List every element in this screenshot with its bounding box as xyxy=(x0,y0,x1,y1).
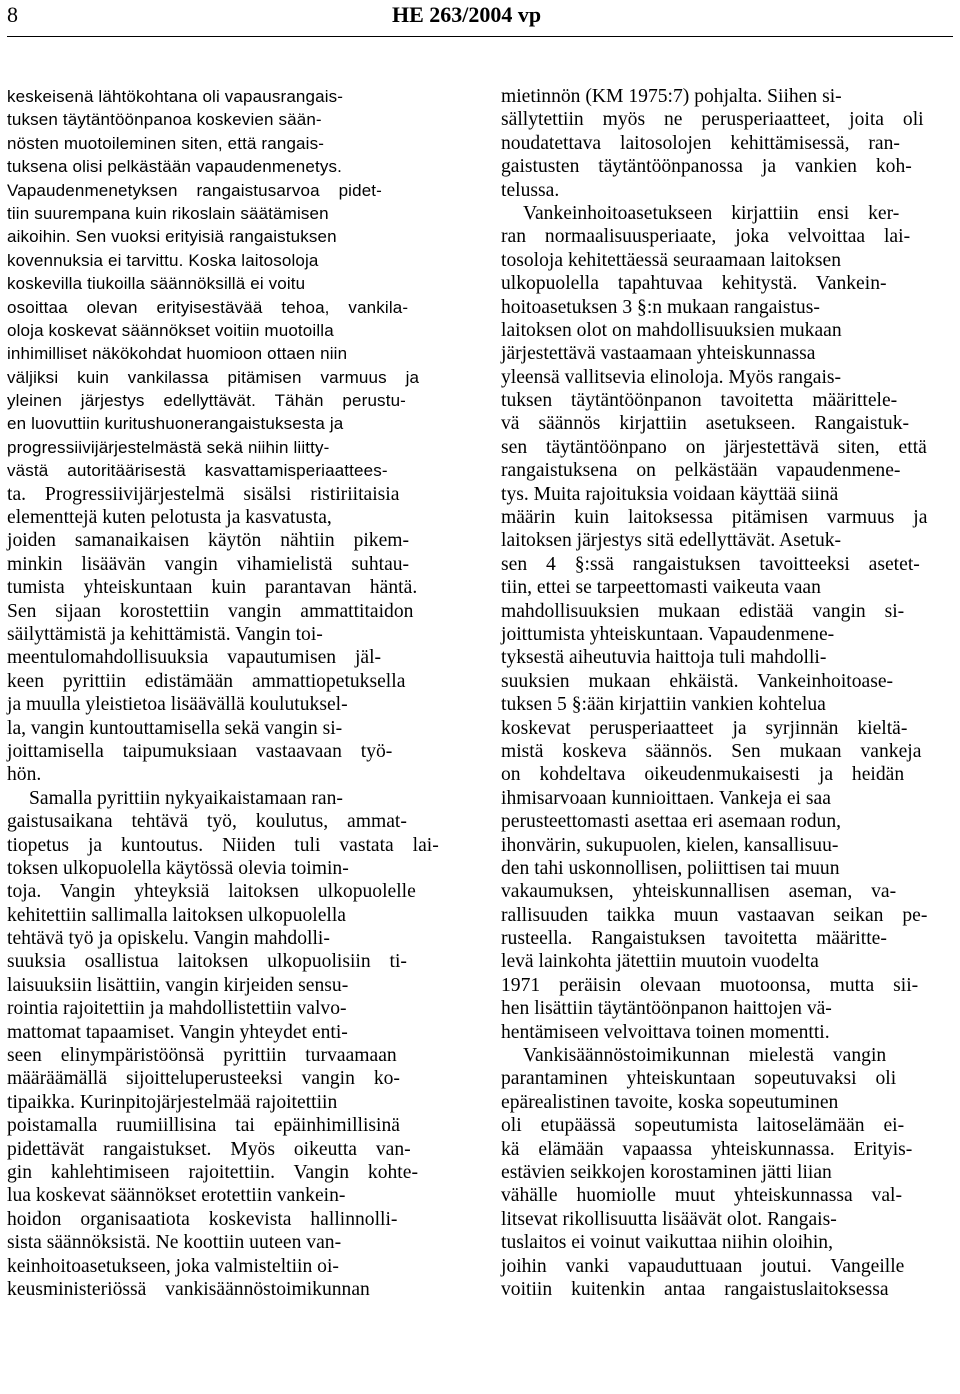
left-text-column xyxy=(7,85,463,1301)
text-line: telussa. xyxy=(501,179,560,201)
text-line: kä elämään vapaassa yhteiskunnassa. Erityis- xyxy=(501,1138,913,1160)
text-line: tiin suurempana kuin rikoslain säätämisen xyxy=(7,203,329,223)
text-line: järjestettävä vastaamaan yhteiskunnassa xyxy=(501,343,816,365)
text-line: väljiksi kuin vankilassa pitämisen varmuus ja xyxy=(7,367,420,387)
text-line: on kohdeltava oikeudenmukaisesti ja heidän xyxy=(501,764,905,786)
text-line: tipaikka. Kurinpitojärjestelmää rajoitettiin xyxy=(7,1091,338,1113)
text-line: Vapaudenmenetyksen rangaistusarvoa pidet- xyxy=(7,180,382,200)
text-line: yleinen järjestys edellyttävät. Tähän perustu- xyxy=(7,391,406,411)
text-line: tuksen täytäntöönpanon tavoitetta määrittele- xyxy=(501,390,898,412)
text-line: määrin kuin laitoksessa pitämisen varmuus ja xyxy=(501,507,928,529)
text-line: kehitettiin sallimalla laitoksen ulkopuolella xyxy=(7,904,347,926)
text-line: pidettävät rangaistukset. Myös oikeutta van- xyxy=(7,1138,411,1160)
text-line: mistä koskeva säännös. Sen mukaan vankeja xyxy=(501,740,922,762)
text-line: litsevat rikollisuutta lisäävät olot. Rangais- xyxy=(501,1208,837,1230)
text-line: joittumista yhteiskuntaan. Vapaudenmene- xyxy=(501,623,835,645)
text-line: toja. Vangin yhteyksiä laitoksen ulkopuolelle xyxy=(7,881,416,903)
text-line: hoitoasetuksen 3 §:n mukaan rangaistus- xyxy=(501,296,820,318)
text-line: tuksen 5 §:ään kirjattiin vankien kohtelua xyxy=(501,694,826,716)
text-line: hoidon organisaatiota koskevista hallinnolli- xyxy=(7,1208,398,1230)
text-line: tiin, ettei se tarpeettomasti vaikeuta vaan xyxy=(501,577,821,599)
text-line: säilyttämistä ja kehittämistä. Vangin toi- xyxy=(7,623,323,645)
text-line: ihmisarvoaan kunnioittaen. Vankeja ei saa xyxy=(501,787,831,809)
text-line: voitiin kuitenkin antaa rangaistuslaitoksessa xyxy=(501,1278,889,1300)
text-line: ihonvärin, sukupuolen, kielen, kansallisuu- xyxy=(501,834,839,856)
text-line: tuslaitos ei voinut vaikuttaa niihin oloihin, xyxy=(501,1232,833,1254)
text-line: suuksia osallistua laitoksen ulkopuolisiin ti- xyxy=(7,951,407,973)
text-line: keusministeriössä vankisäännöstoimikunnan xyxy=(7,1278,370,1300)
text-line: gaistusaikana tehtävä työ, koulutus, ammat- xyxy=(7,811,407,833)
text-line: sällytettiin myös ne perusperiaatteet, joita oli xyxy=(501,109,924,131)
text-line: hentämiseen velvoittava toinen momentti. xyxy=(501,1021,830,1043)
text-line: laitoksen järjestys sitä edellyttävät. Asetuk- xyxy=(501,530,842,552)
text-line: poistamalla ruumiillisina tai epäinhimillisinä xyxy=(7,1115,400,1137)
text-line: keinhoitoasetukseen, joka valmisteltiin oi- xyxy=(7,1255,339,1277)
text-line: joittamisella taipumuksiaan vastaavaan työ- xyxy=(7,740,393,762)
text-line: gin kahlehtimiseen rajoitettiin. Vangin kohte- xyxy=(7,1161,418,1183)
text-line: vähälle huomiolle muut yhteiskunnassa val- xyxy=(501,1185,902,1207)
text-line: rangaistuksena on pelkästään vapaudenmene- xyxy=(501,460,901,482)
text-line: keen pyrittiin edistämään ammattiopetuksella xyxy=(7,670,406,692)
text-line: seen elinympäristöönsä pyrittiin turvaamaan xyxy=(7,1045,397,1067)
text-line: toksen ulkopuolella käytössä olevia toimin- xyxy=(7,857,349,879)
text-line: joiden samanaikaisen käytön nähtiin pikem- xyxy=(7,530,410,552)
text-line: mietinnön (KM 1975:7) pohjalta. Siihen si- xyxy=(501,86,842,107)
text-line: vakaumuksen, yhteiskunnallisen aseman, va- xyxy=(501,881,897,903)
text-line: ja muulla yleistietoa lisäävällä koulutuksel- xyxy=(7,694,348,716)
right-text-column xyxy=(501,85,957,1301)
text-line: hön. xyxy=(7,764,42,786)
text-line: hen lisättiin täytäntöönpanon haittojen vä- xyxy=(501,998,832,1020)
text-line: Vankeinhoitoasetukseen kirjattiin ensi ker- xyxy=(523,202,900,224)
text-line: parantaminen yhteiskuntaan sopeutuvaksi oli xyxy=(501,1068,897,1090)
text-line: tumista yhteiskuntaan kuin parantavan häntä. xyxy=(7,577,418,599)
text-line: en luovuttiin kuritushuonerangaistuksesta ja xyxy=(7,414,344,434)
text-line: suuksien mukaan ehkäistä. Vankeinhoitoase- xyxy=(501,670,894,692)
document-id: HE 263/2004 vp xyxy=(392,2,542,27)
text-line: tosoloja kehitettäessä seuraamaan laitoksen xyxy=(501,249,842,271)
text-line: mattomat tapaamiset. Vangin yhteydet enti- xyxy=(7,1021,348,1043)
text-line: estävien seikkojen korostaminen jätti liian xyxy=(501,1161,832,1183)
text-line: keskeisenä lähtökohtana oli vapausrangais- xyxy=(7,87,344,106)
text-line: tuksena olisi pelkästään vapaudenmenetys. xyxy=(7,157,343,177)
text-line: la, vangin kuntouttamisella sekä vangin si- xyxy=(7,717,343,739)
text-line: mahdollisuuksien mukaan edistää vangin si- xyxy=(501,600,905,622)
text-line: määräämällä sijoitteluperusteeksi vangin ko- xyxy=(7,1068,400,1090)
text-line: nösten muotoileminen siten, että rangais- xyxy=(7,133,325,153)
text-line: progressiivijärjestelmästä sekä niihin liitty- xyxy=(7,437,330,457)
text-line: sen 4 §:ssä rangaistuksen tavoitteeksi asetet- xyxy=(501,553,920,575)
text-line: tyksestä aiheutuvia haittoja tuli mahdolli- xyxy=(501,647,827,669)
text-line: ran normaalisuusperiaate, joka velvoittaa lai- xyxy=(501,226,911,248)
text-line: levä lainkohta jätettiin muutoin vuodelta xyxy=(501,951,819,973)
text-line: tuksen täytäntöönpanoa koskevien sään- xyxy=(7,110,322,130)
text-line: rointia rajoitettiin ja mahdollistettiin valvo- xyxy=(7,998,347,1020)
text-line: vä säännös kirjattiin asetukseen. Rangaistuk- xyxy=(501,413,910,435)
text-line: elementtejä kuten pelotusta ja kasvatusta, xyxy=(7,507,332,529)
text-line: lua koskevat säännökset erotettiin vankein- xyxy=(7,1185,346,1207)
text-line: joihin vanki vapauduttuaan joutui. Vangeille xyxy=(501,1255,905,1277)
text-line: inhimilliset näkökohdat huomioon ottaen niin xyxy=(7,344,348,364)
text-line: 1971 peräisin olevaan muotoonsa, mutta sii- xyxy=(501,974,919,996)
text-line: koskevat perusperiaatteet ja syrjinnän kieltä- xyxy=(501,717,908,739)
text-line: sen täytäntöönpano on järjestettävä siten, että xyxy=(501,436,927,458)
text-line: laitoksen olot on mahdollisuuksien mukaan xyxy=(501,319,842,341)
text-line: koskevilla tiukoilla säännöksillä ei voitu xyxy=(7,274,306,294)
text-line: noudatettava laitosolojen kehittämisessä, ran- xyxy=(501,132,900,154)
text-line: västä autoritäärisestä kasvattamisperiaattees- xyxy=(7,461,388,481)
text-line: sista säännöksistä. Ne koottiin uuteen van- xyxy=(7,1232,342,1254)
text-line: tiopetus ja kuntoutus. Niiden tuli vastata lai- xyxy=(7,834,439,856)
text-line: Vankisäännöstoimikunnan mielestä vangin xyxy=(523,1045,887,1067)
text-line: kovennuksia ei tarvittu. Koska laitosoloja xyxy=(7,250,319,270)
text-line: tehtävä työ ja opiskelu. Vangin mahdolli- xyxy=(7,928,330,950)
text-line: epärealistinen tavoite, koska sopeutuminen xyxy=(501,1091,839,1113)
text-line: ulkopuolella tapahtuvaa kehitystä. Vankein- xyxy=(501,273,887,295)
text-line: Samalla pyrittiin nykyaikaistamaan ran- xyxy=(29,787,343,809)
text-line: meentulomahdollisuuksia vapautumisen jäl- xyxy=(7,647,382,669)
header-rule xyxy=(7,36,953,37)
text-line: den tahi uskonnollisen, poliittisen tai muun xyxy=(501,857,840,879)
text-line: rusteella. Rangaistuksen tavoitetta määritte- xyxy=(501,928,887,950)
text-line: tys. Muita rajoituksia voidaan käyttää siinä xyxy=(501,483,839,505)
text-line: laisuuksiin lisättiin, vangin kirjeiden sensu- xyxy=(7,974,349,996)
text-line: Sen sijaan korostettiin vangin ammattitaidon xyxy=(7,600,414,622)
text-line: yleensä vallitsevia elinoloja. Myös rangais- xyxy=(501,366,842,388)
text-line: minkin lisäävän vangin vihamielistä suhtau- xyxy=(7,553,410,575)
text-line: gaistusten täytäntöönpanossa ja vankien koh- xyxy=(501,156,912,178)
text-line: oli etupäässä sopeutumista laitoselämään ei- xyxy=(501,1115,905,1137)
text-line: rallisuuden taikka muun vastaavan seikan pe- xyxy=(501,904,928,926)
text-line: perusteettomasti asettaa eri asemaan rodun, xyxy=(501,811,842,833)
text-line: oloja koskevat säännökset voitiin muotoilla xyxy=(7,320,334,340)
text-line: osoittaa olevan erityisestävää tehoa, vankila- xyxy=(7,297,409,317)
page-number: 8 xyxy=(7,2,18,27)
text-line: ta. Progressiivijärjestelmä sisälsi ristiriitaisia xyxy=(7,483,400,505)
text-line: aikoihin. Sen vuoksi erityisiä rangaistuksen xyxy=(7,227,337,247)
